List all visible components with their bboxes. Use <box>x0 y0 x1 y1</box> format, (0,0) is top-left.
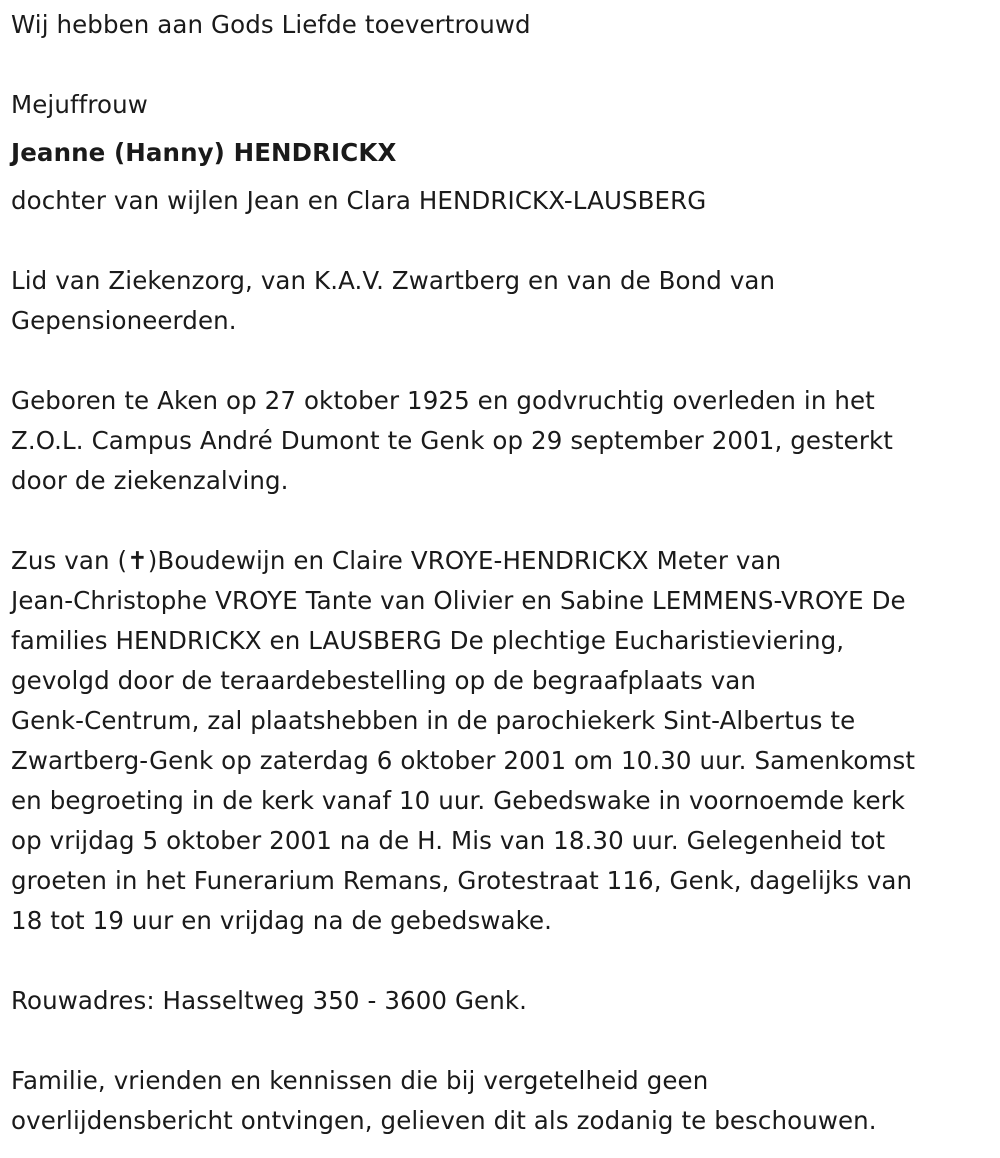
salutation: Mejuffrouw <box>11 90 148 119</box>
deceased-name: Jeanne (Hanny) HENDRICKX <box>11 138 397 167</box>
closing-line: Familie, vrienden en kennissen die bij vergetelheid geen <box>11 1066 709 1095</box>
family-ceremony-line: groeten in het Funerarium Remans, Grotestraat 116, Genk, dagelijks van <box>11 866 913 895</box>
family-ceremony-line: 18 tot 19 uur en vrijdag na de gebedswake. <box>11 906 553 935</box>
birth-death-line: door de ziekenzalving. <box>11 466 289 495</box>
family-ceremony-line: Zwartberg-Genk op zaterdag 6 oktober 2001 om 10.30 uur. Samenkomst <box>11 746 916 775</box>
membership-line: Lid van Ziekenzorg, van K.A.V. Zwartberg en van de Bond van <box>11 266 776 295</box>
parents-line: dochter van wijlen Jean en Clara HENDRICKX-LAUSBERG <box>11 186 707 215</box>
family-ceremony-line: Jean-Christophe VROYE Tante van Olivier en Sabine LEMMENS-VROYE De <box>11 586 906 615</box>
family-ceremony-line: gevolgd door de teraardebestelling op de begraafplaats van <box>11 666 757 695</box>
birth-death-line: Z.O.L. Campus André Dumont te Genk op 29 september 2001, gesterkt <box>11 426 894 455</box>
membership-line: Gepensioneerden. <box>11 306 237 335</box>
mourning-address: Rouwadres: Hasseltweg 350 - 3600 Genk. <box>11 986 528 1015</box>
intro-line: Wij hebben aan Gods Liefde toevertrouwd <box>11 10 531 39</box>
family-ceremony-line: Zus van (✝)Boudewijn en Claire VROYE-HENDRICKX Meter van <box>11 546 782 575</box>
birth-death-line: Geboren te Aken op 27 oktober 1925 en godvruchtig overleden in het <box>11 386 875 415</box>
family-ceremony-line: Genk-Centrum, zal plaatshebben in de parochiekerk Sint-Albertus te <box>11 706 856 735</box>
closing-line: overlijdensbericht ontvingen, gelieven dit als zodanig te beschouwen. <box>11 1106 877 1135</box>
family-ceremony-line: families HENDRICKX en LAUSBERG De plechtige Eucharistieviering, <box>11 626 845 655</box>
family-ceremony-line: op vrijdag 5 oktober 2001 na de H. Mis van 18.30 uur. Gelegenheid tot <box>11 826 886 855</box>
family-ceremony-line: en begroeting in de kerk vanaf 10 uur. Gebedswake in voornoemde kerk <box>11 786 906 815</box>
